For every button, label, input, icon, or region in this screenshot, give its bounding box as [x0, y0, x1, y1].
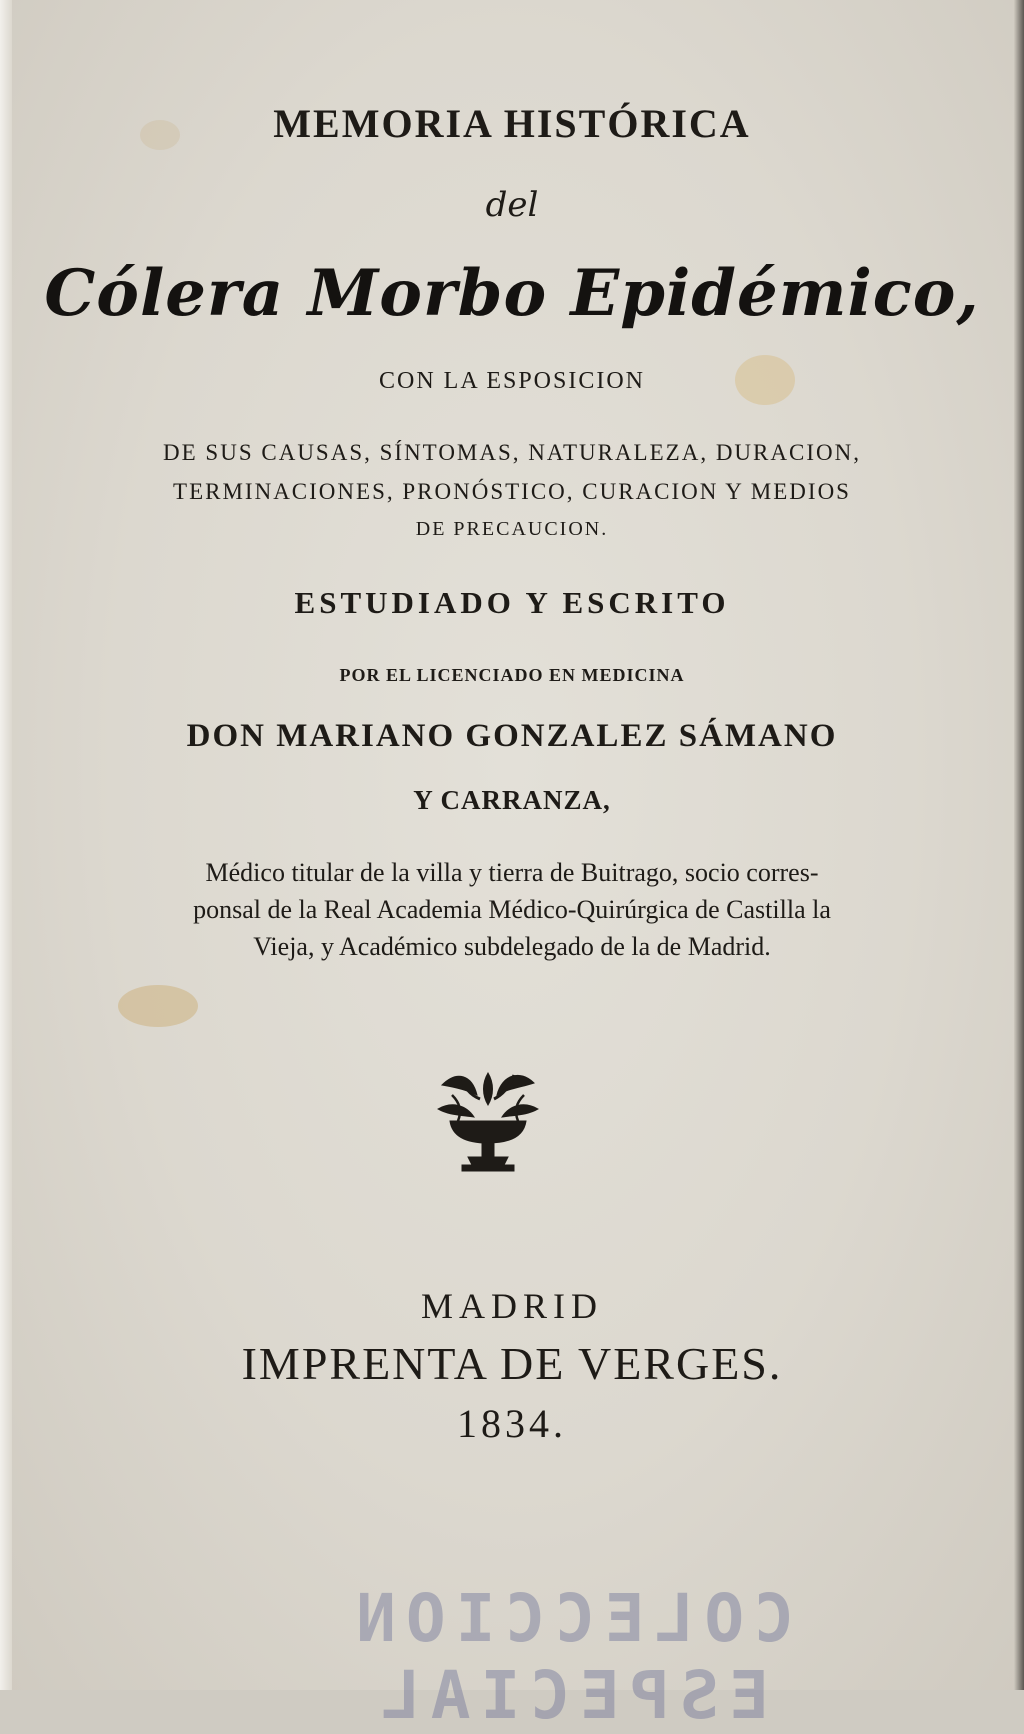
book-title: MEMORIA HISTÓRICA [273, 101, 751, 146]
library-stamp: COLECCION ESPECIAL [346, 1580, 794, 1734]
by-line: POR EL LICENCIADO EN MEDICINA [339, 665, 685, 685]
author-name: DON MARIANO GONZALEZ SÁMANO [186, 718, 838, 754]
author-surname: Y CARRANZA, [413, 785, 611, 815]
imprint-year: 1834. [457, 1401, 567, 1446]
title-connector: del [485, 185, 539, 225]
author-credentials-line-3: Vieja, y Académico subdelegado de la de Madrid. [253, 932, 771, 961]
author-credentials-line-1: Médico titular de la villa y tierra de Buitrago, socio corres- [205, 858, 819, 887]
subtitle-line-3: TERMINACIONES, PRONÓSTICO, CURACION Y MEDIOS [173, 479, 851, 504]
subtitle-line-4: DE PRECAUCION. [415, 518, 609, 540]
paper-stain [118, 985, 198, 1027]
flower-urn-ornament-icon [432, 1065, 544, 1177]
subtitle-line-1: CON LA ESPOSICION [378, 368, 646, 394]
studied-heading: ESTUDIADO Y ESCRITO [294, 585, 730, 620]
imprint-city: MADRID [420, 1286, 603, 1326]
author-credentials-line-2: ponsal de la Real Academia Médico-Quirúrgica de Castilla la [193, 895, 831, 924]
book-subject: Cólera Morbo Epidémico, [44, 256, 980, 331]
subtitle-line-2: DE SUS CAUSAS, SÍNTOMAS, NATURALEZA, DURACION, [163, 440, 861, 465]
imprint-printer: IMPRENTA DE VERGES. [241, 1338, 783, 1389]
